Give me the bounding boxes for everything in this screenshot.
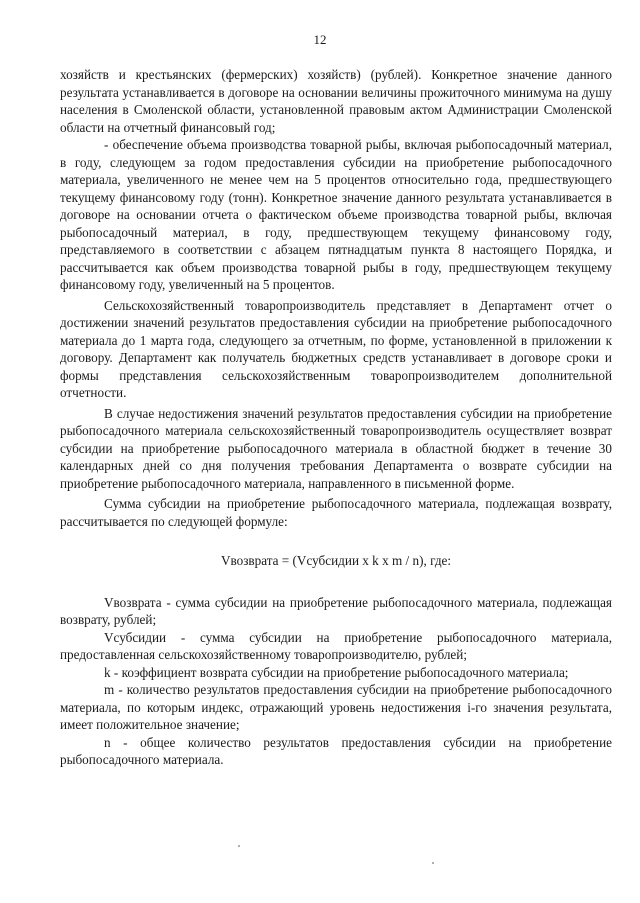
paragraph-subsidy-return: В случае недостижения значений результатов предоставления субсидии на приобретение рыбопосадочного материала сельскохозяйственный товаропроизводитель осуществляет возврат субсидии на приобретение рыбопосадочного материала в областной бюджет в течение 30 календарных дней со дня получения требования Департамента о возврате субсидии на приобретение рыбопосадочного материала, направленного в письменной форме. [60, 405, 612, 491]
paragraph-return-amount-intro: Сумма субсидии на приобретение рыбопосадочного материала, подлежащая возврату, рассчитывается по следующей формуле: [60, 496, 612, 529]
paragraph-result-fish-production: - обеспечение объема производства товарной рыбы, включая рыбопосадочный материал, в году, следующем за годом предоставления субсидии на приобретение рыбопосадочного материала, увеличенного не менее чем на 5 процентов относительно года, предшествующего текущему финансовому году (тонн). Конкретное значение данного результата устанавливается в договоре на основании отчета о фактическом объеме производства товарной рыбы, включая рыбопосадочный материал, в году, предшествующем текущему финансовому году, представляемого в соответствии с абзацем пятнадцатым пункта 8 настоящего Порядка, и рассчитывается как объем производства товарной рыбы в году, предшествующем текущему финансовому году, увеличенный на 5 процентов. [60, 137, 612, 292]
scan-speck [432, 862, 434, 864]
document-body [60, 66, 612, 769]
paragraph-report-submission: Сельскохозяйственный товаропроизводитель представляет в Департамент отчет о достижении значений результатов предоставления субсидии на приобретение рыбопосадочного материала до 1 марта года, следующего за отчетным, по форме, установленной в приложении к договору. Департамент как получатель бюджетных средств устанавливает в договоре сроки и формы представления сельскохозяйственным товаропроизводителем дополнительной отчетности. [60, 297, 612, 400]
definition-k: k - коэффициент возврата субсидии на приобретение рыбопосадочного материала; [104, 664, 569, 680]
definition-v-return: Vвозврата - сумма субсидии на приобретение рыбопосадочного материала, подлежащая возврату, рублей; [60, 594, 612, 627]
definition-n: n - общее количество результатов предоставления субсидии на приобретение рыбопосадочного материала. [60, 734, 612, 767]
page-number: 12 [313, 32, 327, 47]
paragraph-continuation: хозяйств и крестьянских (фермерских) хозяйств) (рублей). Конкретное значение данного результата устанавливается в договоре на основании величины прожиточного минимума на душу населения в Смоленской области, установленной правовым актом Администрации Смоленской области на отчетный финансовый год; [60, 67, 612, 135]
scan-speck [238, 845, 240, 847]
definition-m: m - количество результатов предоставления субсидии на приобретение рыбопосадочного материала, по которым индекс, отражающий уровень недостижения i-го значения результата, имеет положительное значение; [60, 682, 612, 732]
return-formula: Vвозврата = (Vсубсидии x k x m / n), где: [220, 553, 452, 568]
definition-v-subsidy: Vсубсидии - сумма субсидии на приобретение рыбопосадочного материала, предоставленная сельскохозяйственному товаропроизводителю, рублей; [60, 629, 612, 662]
